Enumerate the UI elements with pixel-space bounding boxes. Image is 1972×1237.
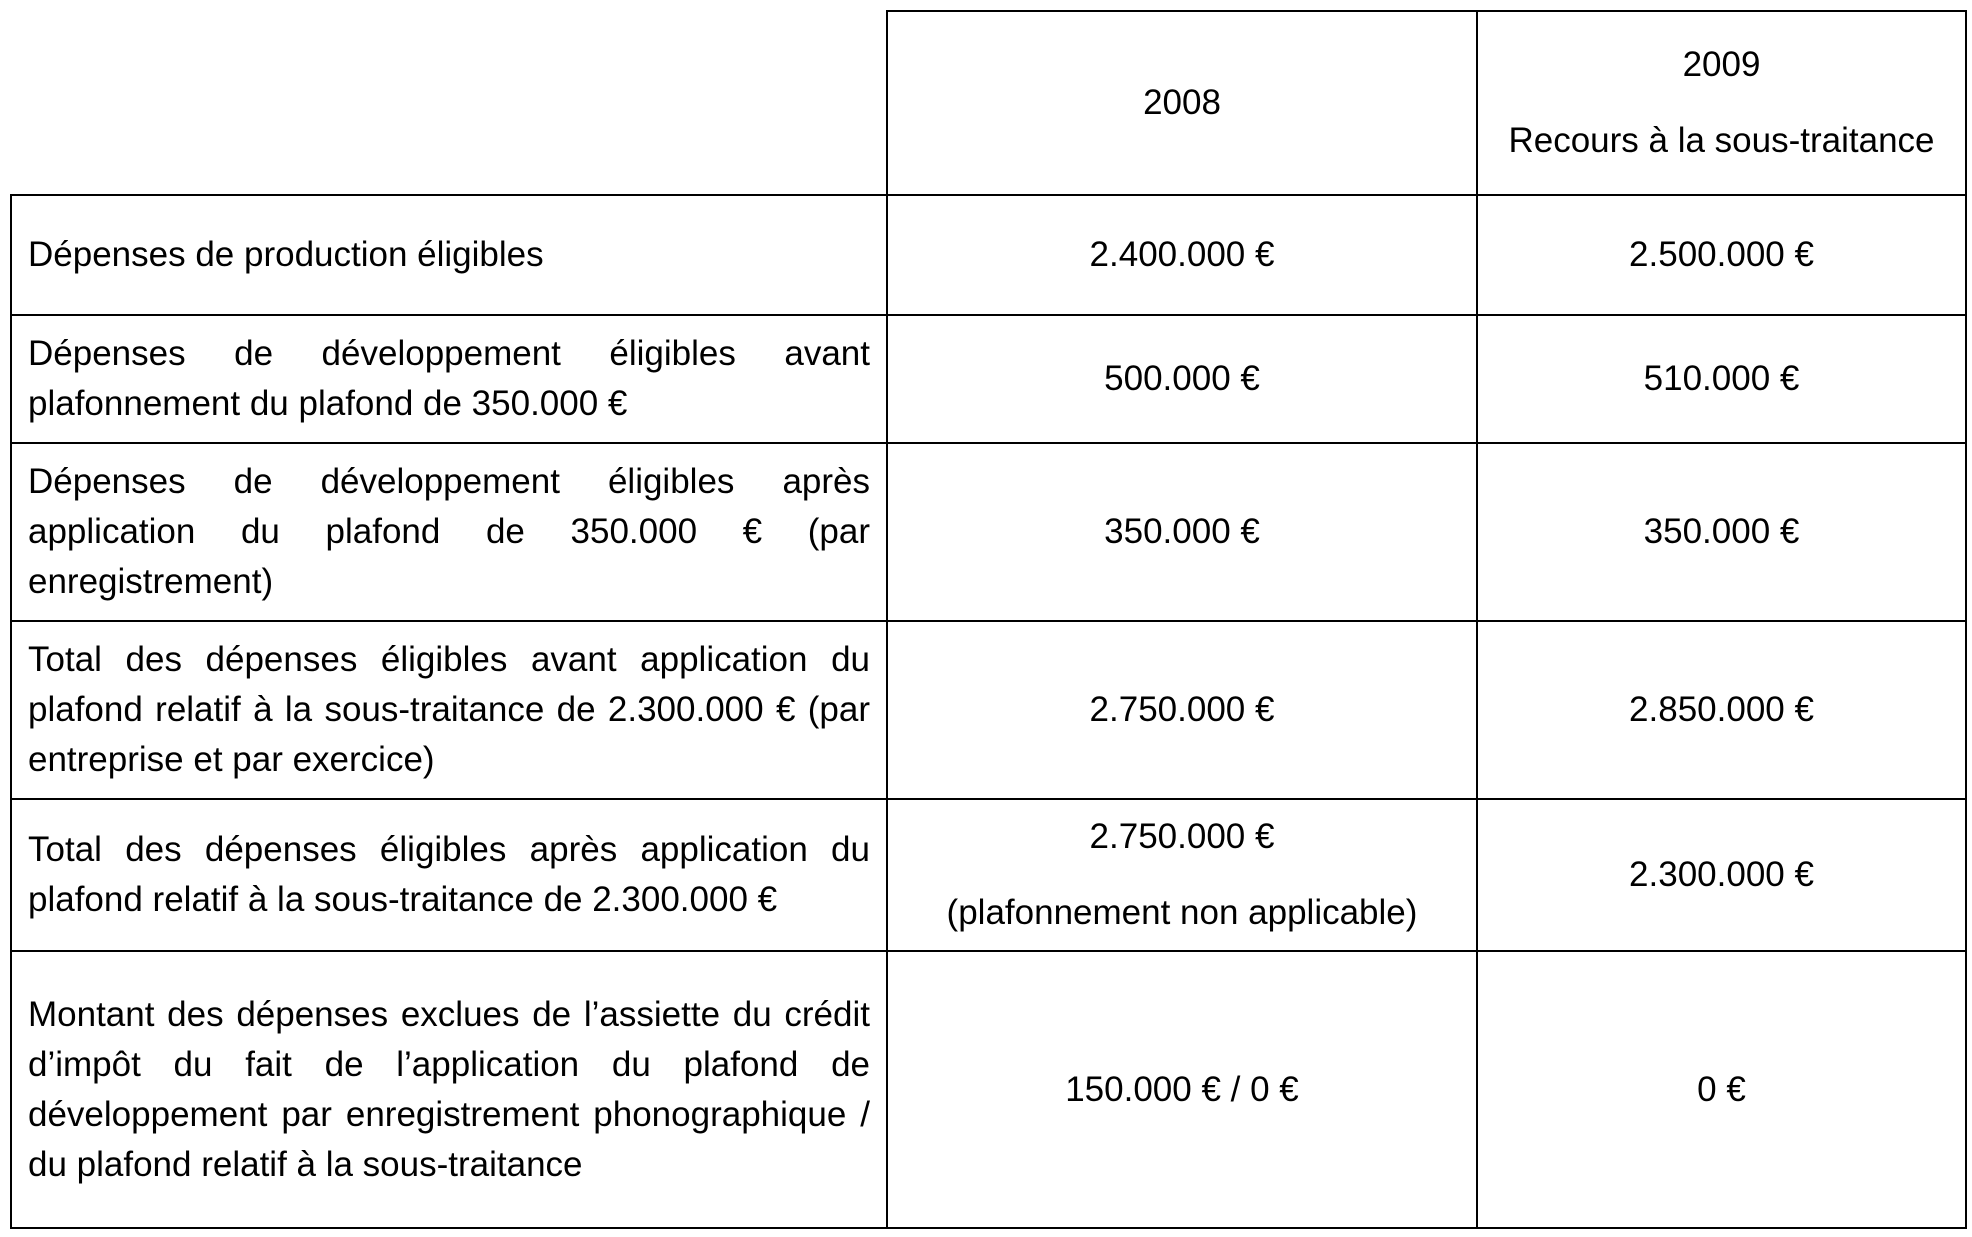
row-value-2008: 350.000 €: [887, 443, 1477, 621]
row-label: Dépenses de production éligibles: [11, 195, 887, 315]
row-value-2009: 2.850.000 €: [1477, 621, 1966, 799]
table-row: [11, 443, 1966, 621]
row-value-2009: 2.300.000 €: [1477, 799, 1966, 951]
row-value-2008: [887, 799, 1477, 951]
table-row: [11, 799, 1966, 951]
header-row: [11, 11, 1966, 195]
table-row: [11, 315, 1966, 443]
header-2008: [887, 11, 1477, 195]
header-2008-label: 2008: [1143, 83, 1221, 122]
row-value-2009: 350.000 €: [1477, 443, 1966, 621]
row-value-2008: 2.750.000 €: [887, 621, 1477, 799]
row-value-2009: 510.000 €: [1477, 315, 1966, 443]
row-value-2008: 500.000 €: [887, 315, 1477, 443]
row-label: Dépenses de développement éligibles après application du plafond de 350.000 € (par enregistrement): [11, 443, 887, 621]
row-label: Montant des dépenses exclues de l’assiette du crédit d’impôt du fait de l’application du plafond de développement par enregistrement phonographique / du plafond relatif à la sous-traitance: [11, 951, 887, 1228]
row-label: Total des dépenses éligibles après application du plafond relatif à la sous-traitance de 2.300.000 €: [11, 799, 887, 951]
table-row: [11, 951, 1966, 1228]
row-value-2008: 150.000 € / 0 €: [887, 951, 1477, 1228]
row-value-2008: 2.400.000 €: [887, 195, 1477, 315]
row-value-2009: 0 €: [1477, 951, 1966, 1228]
header-2009: [1477, 11, 1966, 195]
expenses-table: [10, 10, 1967, 1229]
table-row: [11, 621, 1966, 799]
header-2009-year: 2009: [1682, 45, 1761, 84]
row-value-2008-amount: 2.750.000 €: [1089, 817, 1275, 856]
row-label: Total des dépenses éligibles avant application du plafond relatif à la sous-traitance de 2.300.000 € (par entreprise et par exercice): [11, 621, 887, 799]
row-label: Dépenses de développement éligibles avant plafonnement du plafond de 350.000 €: [11, 315, 887, 443]
row-value-2008-note: (plafonnement non applicable): [946, 893, 1418, 932]
header-2009-note: Recours à la sous-traitance: [1508, 121, 1935, 160]
header-empty-cell: [11, 11, 887, 195]
table-row: [11, 195, 1966, 315]
row-value-2009: 2.500.000 €: [1477, 195, 1966, 315]
